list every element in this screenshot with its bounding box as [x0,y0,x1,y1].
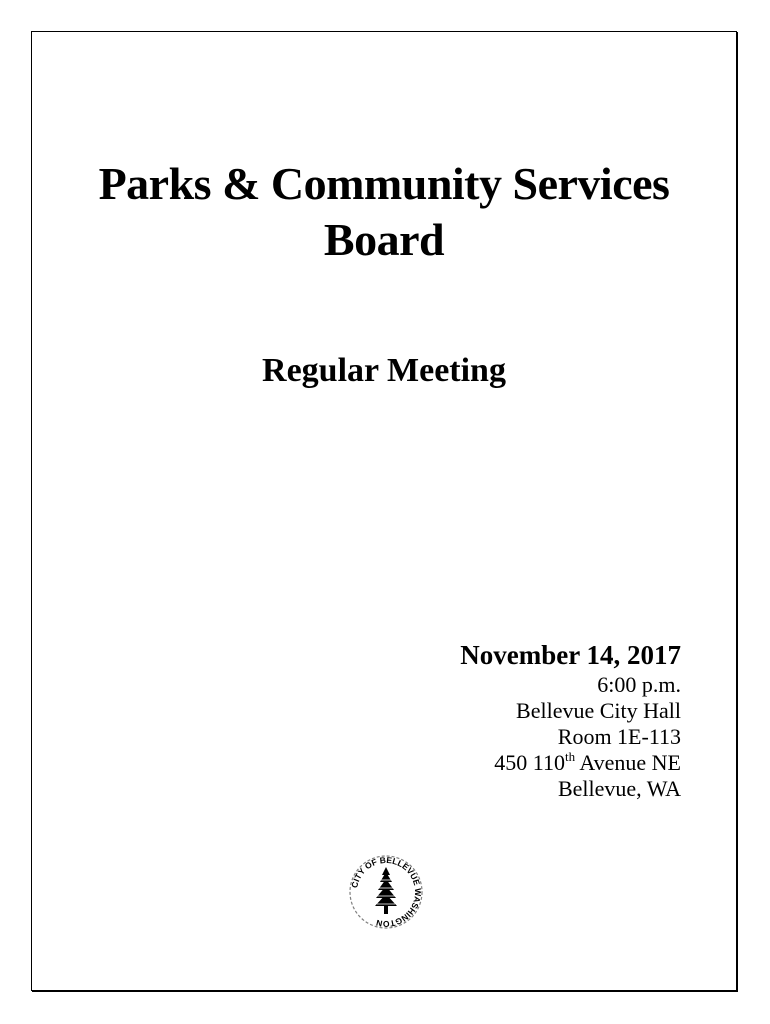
seal-tree [375,867,397,914]
meeting-city: Bellevue, WA [557,776,681,801]
title-line-1: Parks & Community Services [98,158,670,209]
meeting-address [460,750,681,776]
meeting-time: 6:00 p.m. [597,672,681,697]
meeting-venue: Bellevue City Hall [516,698,681,723]
seal-text: CITY OF BELLEVUE WASHINGTON [349,854,424,930]
meeting-type: Regular Meeting [262,352,506,389]
meeting-room: Room 1E-113 [557,724,681,749]
city-of-bellevue-seal-icon [347,853,425,931]
title-line-2: Board [323,214,445,265]
address-ordinal-suffix: th [564,749,576,764]
meeting-details [460,638,681,802]
document-title [31,156,737,268]
address-street: Avenue NE [575,750,681,775]
address-number: 450 110 [494,750,565,775]
meeting-date: November 14, 2017 [460,640,681,670]
